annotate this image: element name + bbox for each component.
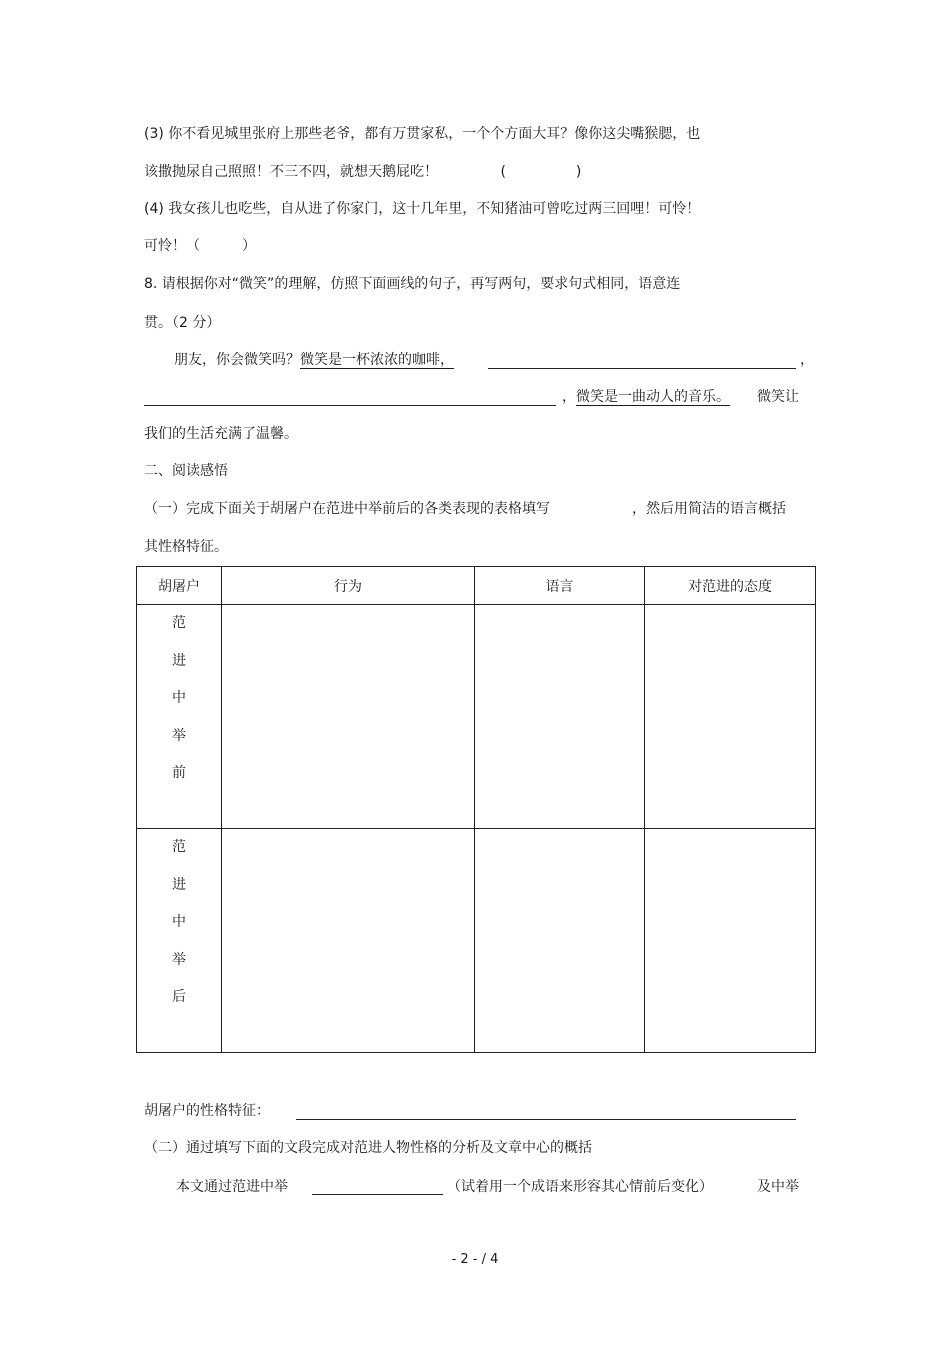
q8-line3	[174, 350, 454, 370]
q8-line1: 8. 请根据你对“微笑”的理解，仿照下面画线的句子，再写两句，要求句式相同，语意连	[144, 276, 681, 292]
q8-line2: 贯。（2 分）	[144, 315, 221, 331]
q8-line3-prefix: 朋友，你会微笑吗？	[174, 352, 300, 368]
q4-line2: 可怜！（ ）	[144, 238, 256, 254]
section2-part1-text-b: ，然后用简洁的语言概括	[632, 501, 786, 517]
table-header-row	[137, 567, 816, 605]
q8-line4	[562, 387, 730, 407]
row-label-after	[137, 829, 222, 1053]
row-label-char: 中	[172, 690, 186, 706]
page-number: - 2 - / 4	[451, 1252, 499, 1267]
part2-line-prefix: 本文通过范进中举	[176, 1179, 288, 1195]
q3-line2-text: 该撒抛尿自己照照！不三不四，就想天鹅屁吃！	[144, 164, 438, 180]
header-hu-butcher: 胡屠户	[137, 567, 222, 605]
part2-line-hint: （试着用一个成语来形容其心情前后变化）	[447, 1179, 713, 1195]
section2-part1-line2: 其性格特征。	[144, 539, 228, 555]
hu-butcher-table	[136, 566, 816, 1053]
row-label-char: 中	[172, 914, 186, 930]
cell-after-speech[interactable]	[475, 829, 645, 1053]
row-label-char: 进	[172, 876, 186, 893]
header-attitude: 对范进的态度	[645, 567, 816, 605]
trait-label: 胡屠户的性格特征：	[144, 1103, 270, 1119]
q8-line5: 我们的生活充满了温馨。	[144, 426, 298, 442]
q8-example-sentence-2: 微笑是一曲动人的音乐。	[576, 389, 730, 405]
trait-blank[interactable]	[296, 1119, 796, 1120]
header-speech: 语言	[475, 567, 645, 605]
q8-line4-suffix: 微笑让	[757, 389, 799, 405]
table-row-after	[137, 829, 816, 1053]
q8-example-sentence-1: 微笑是一杯浓浓的咖啡，	[300, 352, 454, 368]
row-label-before	[137, 605, 222, 829]
row-label-char: 后	[172, 989, 186, 1005]
cell-before-attitude[interactable]	[645, 605, 816, 829]
row-label-char: 举	[172, 951, 186, 968]
q8-blank-2[interactable]	[144, 405, 556, 406]
q4-line1: (4) 我女孩儿也吃些，自从进了你家门，这十几年里，不知猪油可曾吃过两三回哩！可怜！	[144, 201, 701, 217]
row-label-char: 前	[172, 765, 186, 781]
q3-answer-paren[interactable]: ( )	[500, 164, 582, 180]
row-label-char: 举	[172, 727, 186, 744]
cell-after-behavior[interactable]	[222, 829, 475, 1053]
row-label-char: 范	[172, 615, 186, 631]
q8-blank-1[interactable]	[488, 368, 796, 369]
cell-after-attitude[interactable]	[645, 829, 816, 1053]
section2-title: 二、阅读感悟	[144, 463, 228, 479]
section2-part1-text-a: （一）完成下面关于胡屠户在范进中举前后的各类表现的表格填写	[144, 501, 550, 517]
q8-line3-comma: ，	[800, 352, 814, 368]
q3-line1: (3) 你不看见城里张府上那些老爷，都有万贯家私，一个个方面大耳？像你这尖嘴猴腮，也	[144, 126, 701, 142]
row-label-char: 进	[172, 652, 186, 669]
part2-line-suffix: 及中举	[757, 1179, 799, 1195]
header-behavior: 行为	[222, 567, 475, 605]
q8-line4-comma: ，	[562, 389, 576, 405]
cell-before-behavior[interactable]	[222, 605, 475, 829]
table-row-before	[137, 605, 816, 829]
part2-title: （二）通过填写下面的文段完成对范进人物性格的分析及文章中心的概括	[144, 1140, 592, 1156]
q3-line2	[144, 162, 581, 182]
part2-idiom-blank[interactable]	[312, 1194, 443, 1195]
section2-part1-line1	[144, 499, 550, 519]
row-label-char: 范	[172, 839, 186, 855]
cell-before-speech[interactable]	[475, 605, 645, 829]
